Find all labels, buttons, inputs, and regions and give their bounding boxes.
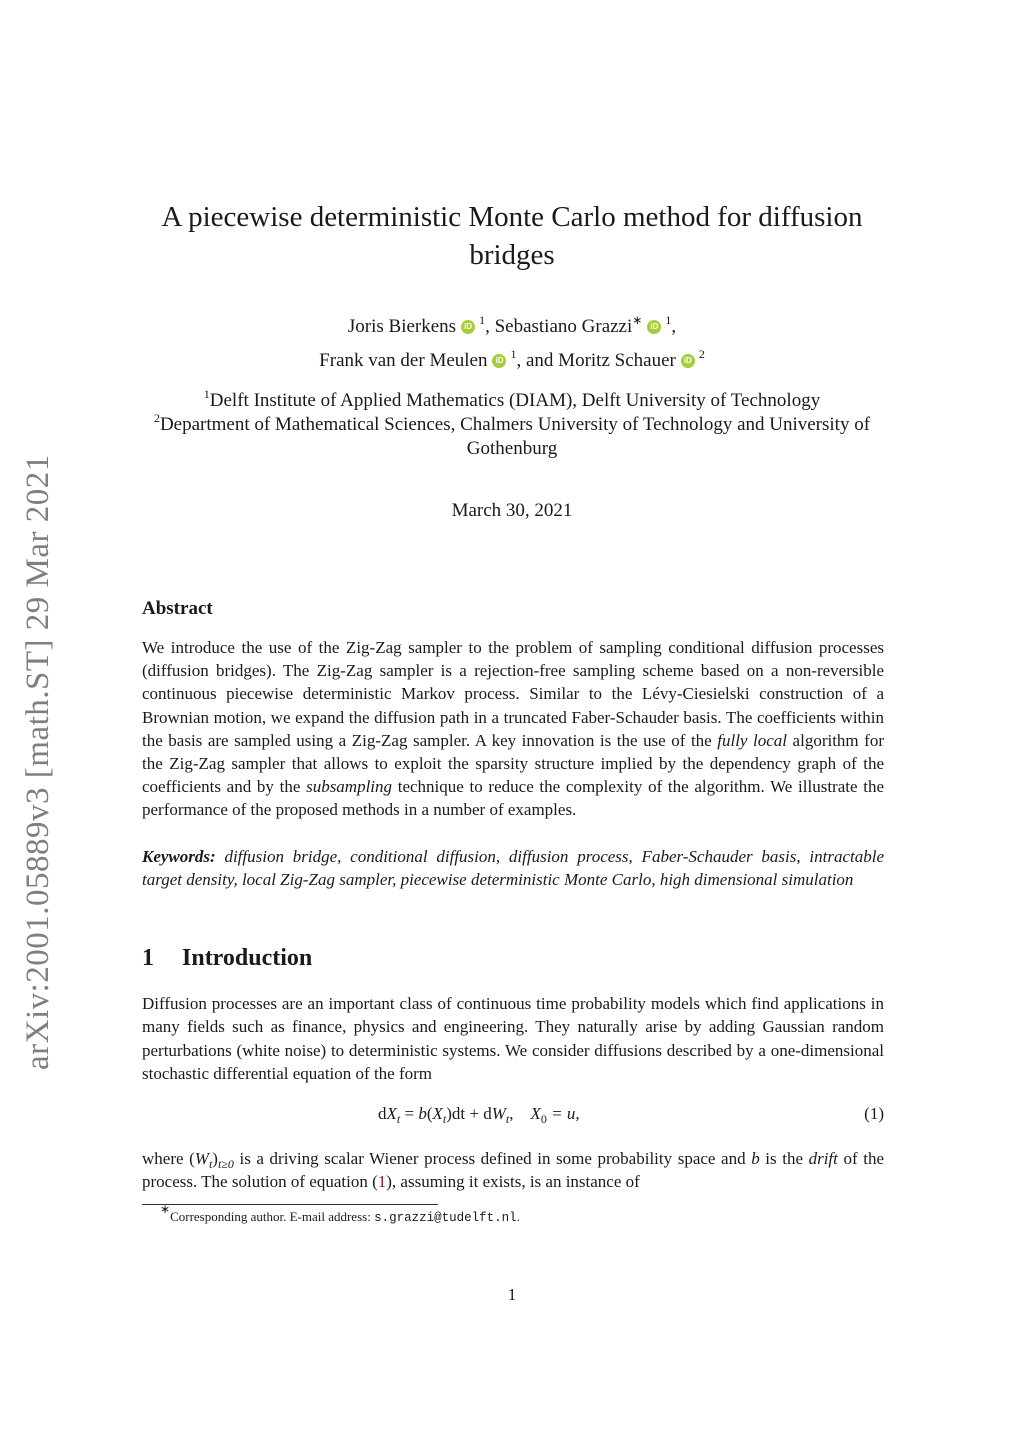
- eq-symbol: ): [446, 1104, 452, 1123]
- eq-symbol: dt + d: [451, 1104, 492, 1123]
- footnote-end: .: [516, 1209, 520, 1224]
- introduction-paragraph: Diffusion processes are an important class of continuous time probability models which find applications in many fields such as finance, physics and engineering. They naturally arise by adding Gaussian random perturbations (white noise) to deterministic systems. We consider diffusions described by a one-dimensional stochastic differential equation of the form: [142, 994, 884, 1084]
- paragraph-text: where (: [142, 1149, 195, 1168]
- eq-symbol: W: [491, 1104, 506, 1123]
- orcid-icon[interactable]: iD: [647, 320, 661, 334]
- footnote: [160, 1202, 520, 1225]
- abstract-heading: Abstract: [142, 598, 213, 619]
- section-title: Introduction: [182, 945, 313, 971]
- affiliation-mark: 2: [698, 347, 705, 361]
- affiliation-mark: 1: [665, 313, 672, 327]
- paragraph-text: of the process. The solution of equation (: [142, 1149, 885, 1192]
- keywords: [142, 845, 884, 891]
- eq-subscript: t: [442, 1112, 447, 1126]
- affiliation-text: Department of Mathematical Sciences, Chalmers University of Technology and University of Gothenburg: [159, 414, 871, 459]
- orcid-icon[interactable]: iD: [681, 354, 695, 368]
- math-symbol: W: [194, 1149, 209, 1168]
- abstract-text: technique to reduce the complexity of the algorithm. We illustrate the performance of the proposed methods in a number of examples.: [142, 777, 884, 820]
- eq-symbol: ,: [509, 1104, 514, 1123]
- author-name: Frank van der Meulen: [319, 350, 488, 371]
- email-link[interactable]: s.grazzi@tudelft.nl: [374, 1211, 517, 1225]
- equation-1: [142, 1104, 884, 1130]
- continuation-paragraph: [142, 1147, 884, 1194]
- author-name: Moritz Schauer: [558, 350, 676, 371]
- paragraph-text: is the: [759, 1149, 809, 1168]
- author-line-1: Joris Bierkens iD $^1$, Sebastiano Grazzi∗ iD $^1$,: [347, 313, 677, 337]
- affiliation-number: 2: [153, 411, 160, 425]
- author-name: Joris Bierkens: [347, 316, 457, 337]
- keywords-text: diffusion bridge, conditional diffusion, diffusion process, Faber-Schauder basis, intractable target density, local Zig-Zag sampler, piecewise deterministic Monte Carlo, high dimensional simulation: [142, 847, 884, 890]
- emphasis-text: drift: [808, 1149, 838, 1168]
- equation-reference-link[interactable]: 1: [377, 1172, 387, 1192]
- arxiv-identifier: arXiv:2001.05889v3 [math.ST] 29 Mar 2021: [20, 454, 56, 1070]
- affiliation-text: Delft Institute of Applied Mathematics (DIAM), Delft University of Technology: [209, 390, 821, 411]
- eq-symbol: X: [432, 1104, 443, 1123]
- abstract-body: [142, 636, 884, 822]
- math-subscript: t: [208, 1157, 213, 1171]
- section-heading: [142, 945, 312, 972]
- affiliation-number: 1: [203, 387, 210, 401]
- math-symbol: b: [751, 1149, 760, 1168]
- paper-title: A piecewise deterministic Monte Carlo method for diffusion bridges: [161, 201, 863, 271]
- corresponding-mark: ∗: [632, 313, 643, 327]
- eq-subscript: t: [396, 1112, 401, 1126]
- orcid-icon[interactable]: iD: [461, 320, 475, 334]
- author-list: [140, 310, 884, 378]
- footnote-text: Corresponding author. E-mail address:: [170, 1209, 375, 1224]
- author-line-2: [140, 344, 884, 378]
- section-number: 1: [142, 945, 154, 971]
- author-name: Sebastiano Grazzi: [494, 316, 633, 337]
- abstract-text: We introduce the use of the Zig-Zag sampler to the problem of sampling conditional diffusion processes (diffusion bridges). The Zig-Zag sampler is a rejection-free sampling scheme based on a non-reversible continuous piecewise deterministic Markov process. Similar to the Lévy-Ciesielski construction of a Brownian motion, we expand the diffusion path in a truncated Faber-Schauder basis. The coefficients within the basis are sampled using a Zig-Zag sampler. A key innovation is the use of the: [142, 638, 884, 750]
- footnote-mark: ∗: [160, 1202, 171, 1216]
- paragraph-text: is a driving scalar Wiener process defined in some probability space and: [233, 1149, 752, 1168]
- orcid-icon[interactable]: iD: [492, 354, 506, 368]
- eq-symbol: X: [386, 1104, 397, 1123]
- affiliations: [140, 389, 884, 461]
- eq-symbol: X: [530, 1104, 541, 1123]
- math-subscript: t≥0: [217, 1157, 234, 1171]
- equation-number: (1): [864, 1104, 884, 1123]
- paragraph-text: ), assuming it exists, is an instance of: [386, 1172, 640, 1192]
- affiliation-1: [140, 389, 884, 413]
- eq-subscript: 0: [540, 1112, 547, 1126]
- affiliation-2: [140, 413, 884, 461]
- affiliation-mark: 1: [479, 313, 486, 327]
- abstract-emphasis: fully local: [717, 730, 788, 750]
- affiliation-mark: 1: [510, 347, 517, 361]
- eq-symbol: = u,: [546, 1104, 580, 1123]
- author-separator: , and: [516, 350, 559, 371]
- eq-symbol: (: [426, 1104, 433, 1123]
- abstract-text: algorithm for the Zig-Zag sampler that allows to exploit the sparsity structure implied by the dependency graph of the coefficients and by the: [142, 730, 885, 797]
- eq-symbol: d: [378, 1104, 387, 1123]
- page-number: 1: [507, 1285, 517, 1304]
- eq-symbol: =: [400, 1104, 419, 1123]
- abstract-emphasis: subsampling: [306, 777, 393, 797]
- equation-body: [378, 1104, 580, 1124]
- keywords-label: Keywords:: [142, 847, 216, 866]
- paragraph-text: ): [212, 1149, 218, 1168]
- eq-subscript: t: [505, 1112, 510, 1126]
- paper-date: March 30, 2021: [451, 500, 573, 521]
- footnote-rule: [142, 1204, 438, 1205]
- eq-symbol: b: [418, 1104, 427, 1123]
